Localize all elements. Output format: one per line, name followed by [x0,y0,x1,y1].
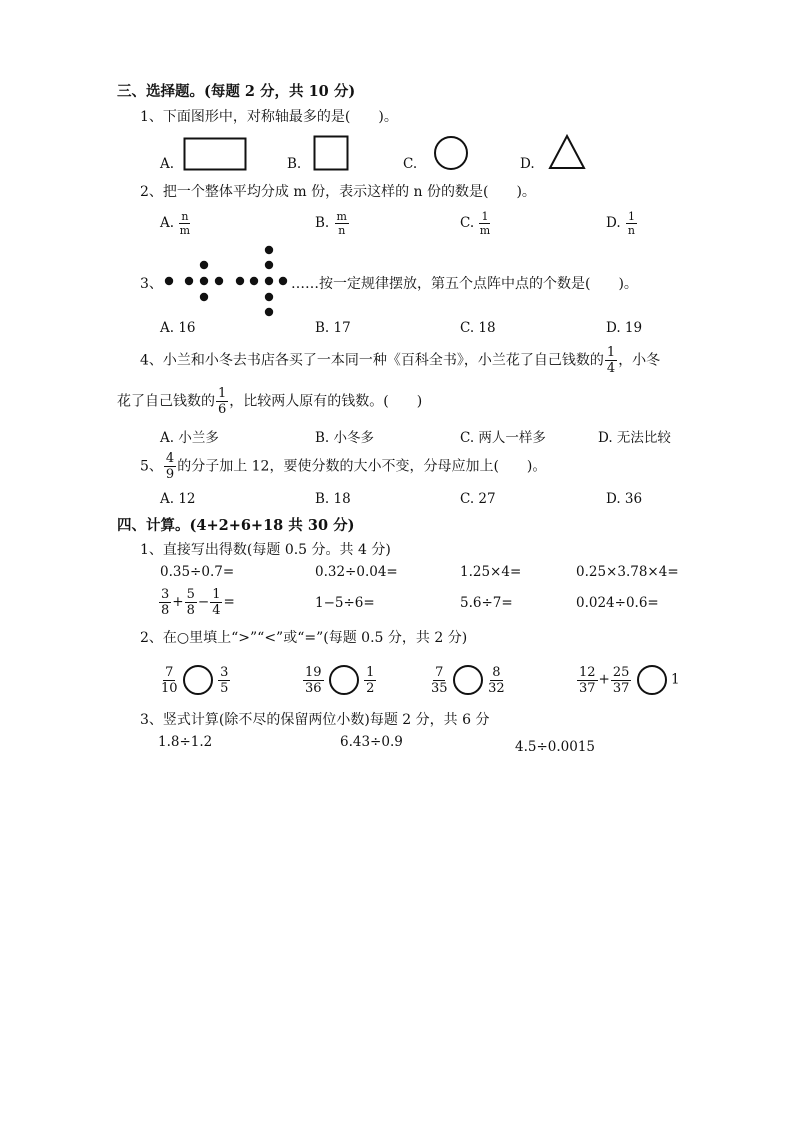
stem-text: ，比较两人原有的钱数。( ) [229,393,423,410]
option-label: C. [460,215,475,231]
stem-text: 花了自己钱数的 [117,393,215,410]
question-3-number: 3、 [140,276,163,292]
q4-option-b: B. 小冬多 [315,430,375,446]
question-4-stem-line2 [117,387,422,416]
part-3-title: 3、竖式计算(除不尽的保留两位小数)每题 2 分，共 6 分 [140,712,490,728]
fraction [479,211,490,236]
compare-item [160,665,231,695]
q2-option-d [606,211,638,236]
numerator: 1 [481,210,489,223]
equals-sign: = [223,594,235,610]
square-shape [313,135,349,171]
q3-option-a: A. 16 [160,320,196,336]
fraction [364,666,376,695]
denominator: 36 [305,680,322,696]
q5-option-a: A. 12 [160,491,196,507]
numerator: 12 [579,664,596,680]
denominator: m [479,224,491,237]
answer-circle[interactable] [183,665,213,695]
option-label: A. [160,215,175,231]
compare-item [302,665,377,695]
denominator: 37 [612,680,630,696]
numerator: 1 [218,386,227,401]
numerator: 4 [165,451,175,466]
part-2-title: 2、在○里填上“>”“<”或“=”(每题 0.5 分，共 2 分) [140,630,468,646]
calc-item: 1−5÷6= [315,595,375,611]
fraction [159,588,171,617]
compare-value: 1 [671,671,680,688]
q3-option-b: B. 17 [315,320,351,336]
denominator: n [338,224,346,237]
numerator: 7 [165,664,174,680]
calc-item: 1.25×4= [460,564,522,580]
numerator: 1 [212,587,221,602]
denominator: 8 [186,603,195,618]
fraction [218,666,230,695]
q1-option-c-label: C. [403,156,418,172]
fraction [216,387,228,416]
denominator: 37 [579,680,596,696]
q3-option-d: D. 19 [606,320,643,336]
question-3-stem: ……按一定规律摆放，第五个点阵中点的个数是( )。 [291,276,638,292]
q3-option-c: C. 18 [460,320,496,336]
calc-item: 0.35÷0.7= [160,564,235,580]
part-1-title: 1、直接写出得数(每题 0.5 分。共 4 分) [140,542,391,558]
question-5-stem [140,452,546,481]
answer-circle[interactable] [453,665,483,695]
denominator: m [179,224,191,237]
denominator: 2 [366,680,375,696]
answer-circle[interactable] [637,665,667,695]
fraction [335,211,349,236]
numerator: 19 [305,664,322,680]
stem-text: 4、小兰和小冬去书店各买了一本同一种《百科全书》，小兰花了自己钱数的 [140,352,604,369]
calc-item: 0.024÷0.6= [576,595,659,611]
q1-option-a-label: A. [160,156,175,172]
q4-option-d: D. 无法比较 [598,430,671,446]
numerator: 8 [492,664,501,680]
dot-pattern-image [158,244,288,318]
question-2-stem: 2、把一个整体平均分成 m 份，表示这样的 n 份的数是( )。 [140,184,536,200]
fraction [431,666,448,695]
q2-option-b [315,211,350,236]
compare-item-sum [576,665,680,695]
q2-option-c [460,211,491,236]
numerator: 1 [627,210,635,223]
stem-text: ，小冬 [618,352,661,369]
numerator: 1 [606,345,616,360]
calc-item: 0.32÷0.04= [315,564,398,580]
denominator: 10 [161,680,178,696]
vertical-calc-item: 4.5÷0.0015 [515,739,596,755]
fraction [185,588,197,617]
calc-item: 0.25×3.78×4= [576,564,679,580]
compare-item [430,665,506,695]
denominator: 5 [220,680,229,696]
denominator: 8 [161,603,170,618]
numerator: 3 [161,587,170,602]
fraction [488,666,505,695]
vertical-calc-item: 1.8÷1.2 [158,734,213,750]
option-label: B. [315,215,330,231]
stem-text: 的分子加上 12，要使分数的大小不变，分母应加上( )。 [177,458,547,475]
q4-option-a: A. 小兰多 [160,430,219,446]
circle-shape [433,135,469,171]
q1-option-d-label: D. [520,156,535,172]
q5-option-d: D. 36 [606,491,643,507]
denominator: 35 [431,680,448,696]
numerator: m [336,210,347,223]
question-1-stem: 1、下面图形中，对称轴最多的是( )。 [140,109,398,125]
fraction [303,666,324,695]
vertical-calc-item: 6.43÷0.9 [340,734,403,750]
q1-option-b-label: B. [287,156,302,172]
question-4-stem-line1 [140,346,660,375]
q5-option-b: B. 18 [315,491,351,507]
denominator: 4 [606,361,616,376]
denominator: 9 [165,467,175,482]
numerator: 1 [366,664,375,680]
numerator: n [181,210,189,223]
operator: + [598,671,610,688]
calc-item-fraction-expression [158,588,235,617]
denominator: 6 [218,402,227,417]
rectangle-shape [183,137,247,171]
denominator: 4 [212,603,221,618]
operator: + [172,594,184,610]
fraction [626,211,637,236]
section-4-title: 四、计算。(4+2+6+18 共 30 分) [117,517,355,534]
operator: − [197,594,210,610]
numerator: 5 [186,587,195,602]
section-3-title: 三、选择题。(每题 2 分，共 10 分) [117,83,356,100]
denominator: n [627,224,635,237]
fraction [164,452,176,481]
numerator: 3 [220,664,229,680]
fraction [161,666,178,695]
numerator: 7 [435,664,444,680]
q4-option-c: C. 两人一样多 [460,430,546,446]
denominator: 32 [488,680,505,696]
fraction [179,211,190,236]
question-number: 5、 [140,458,163,475]
q5-option-c: C. 27 [460,491,496,507]
fraction [605,346,617,375]
calc-item: 5.6÷7= [460,595,513,611]
fraction [210,588,222,617]
numerator: 25 [612,664,630,680]
fraction [577,666,598,695]
answer-circle[interactable] [329,665,359,695]
option-label: D. [606,215,621,231]
fraction [611,666,632,695]
q2-option-a [160,211,191,236]
triangle-shape [548,134,586,170]
